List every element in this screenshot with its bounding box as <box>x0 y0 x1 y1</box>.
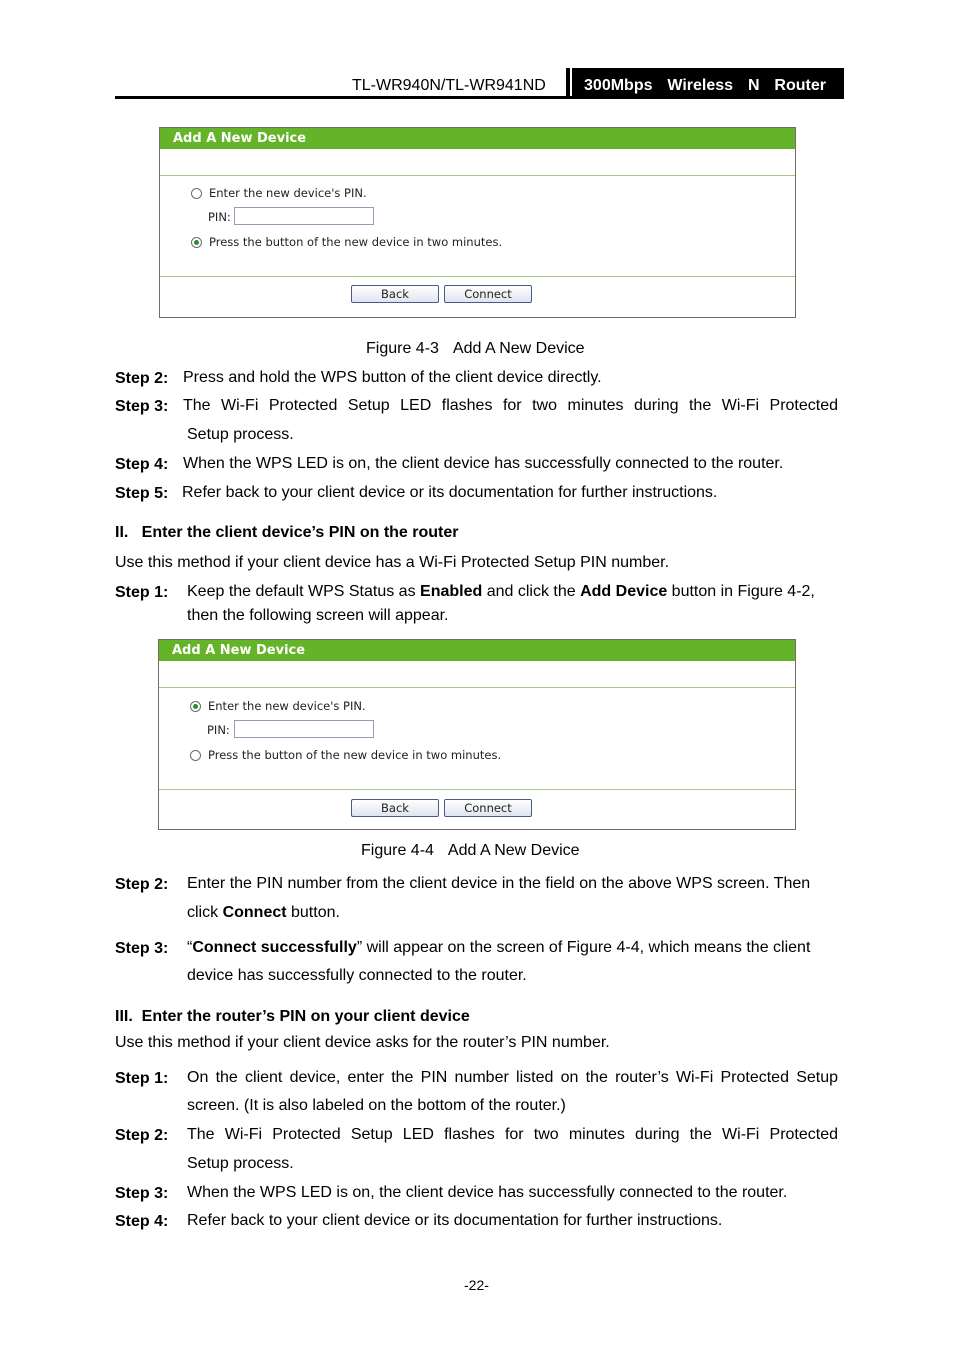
panel-divider <box>159 687 795 688</box>
step-text-part: “ <box>187 939 193 956</box>
step-text-part: button in Figure 4-2, <box>667 583 815 600</box>
step-text: then the following screen will appear. <box>187 607 449 624</box>
back-button[interactable]: Back <box>351 799 439 817</box>
step-label: Step 4: <box>115 456 169 473</box>
option-enter-pin[interactable] <box>191 186 367 200</box>
step-text-bold: Connect successfully <box>192 939 357 956</box>
step-text: On the client device, enter the PIN number listed on the router’s Wi-Fi Protected Setup <box>187 1069 838 1086</box>
back-button[interactable]: Back <box>351 285 439 303</box>
step-label: Step 3: <box>115 940 169 957</box>
header-model: TL-WR940N/TL-WR941ND <box>352 77 546 94</box>
step-label: Step 2: <box>115 876 169 893</box>
page-number: -22- <box>464 1277 489 1293</box>
radio-press-button[interactable] <box>190 750 201 761</box>
step-text-part: ” will appear on the screen of Figure 4-4, which means the client <box>356 939 811 956</box>
step-text: device has successfully connected to the router. <box>187 967 527 984</box>
step-text-bold: Add Device <box>580 583 668 600</box>
pin-input[interactable] <box>234 720 374 738</box>
header-rule <box>115 96 844 99</box>
panel-divider <box>159 789 795 790</box>
step-text: When the WPS LED is on, the client device has successfully connected to the router. <box>187 1184 788 1201</box>
step-text: Enter the PIN number from the client device in the field on the above WPS screen. Then <box>187 875 811 892</box>
step-text-part: click <box>187 904 223 921</box>
panel-title: Add A New Device <box>159 640 795 661</box>
header-product-box <box>566 68 844 99</box>
step-label: Step 3: <box>115 398 169 415</box>
step-label: Step 2: <box>115 370 169 387</box>
step-label: Step 5: <box>115 485 169 502</box>
section-heading: II. Enter the client device’s PIN on the router <box>115 524 459 541</box>
step-text: The Wi-Fi Protected Setup LED flashes for two minutes during the Wi-Fi Protected <box>187 1126 838 1143</box>
section-intro: Use this method if your client device has a Wi-Fi Protected Setup PIN number. <box>115 554 670 571</box>
step-text-part: button. <box>286 904 340 921</box>
step-label: Step 3: <box>115 1185 169 1202</box>
pin-input[interactable] <box>234 207 374 225</box>
caption-number: Figure 4-3 <box>366 340 439 357</box>
connect-button[interactable]: Connect <box>444 285 532 303</box>
option-press-button[interactable] <box>190 748 501 762</box>
step-text-part: and click the <box>482 583 581 600</box>
option-enter-pin-label: Enter the new device's PIN. <box>208 699 366 713</box>
section-heading: III. Enter the router’s PIN on your client device <box>115 1008 470 1025</box>
step-text <box>187 933 810 962</box>
step-text <box>187 898 340 927</box>
step-text: Press and hold the WPS button of the client device directly. <box>183 369 602 386</box>
panel-divider <box>160 175 795 176</box>
step-text: The Wi-Fi Protected Setup LED flashes for two minutes during the Wi-Fi Protected <box>183 397 838 414</box>
step-text: Setup process. <box>187 426 294 443</box>
option-enter-pin-label: Enter the new device's PIN. <box>209 186 367 200</box>
option-press-button[interactable] <box>191 235 502 249</box>
step-text-bold: Enabled <box>420 583 483 600</box>
radio-enter-pin[interactable] <box>191 188 202 199</box>
caption-text: Add A New Device <box>447 842 580 859</box>
step-text: Refer back to your client device or its documentation for further instructions. <box>187 1212 723 1229</box>
step-label: Step 2: <box>115 1127 169 1144</box>
caption-number: Figure 4-4 <box>361 842 434 859</box>
step-text: Refer back to your client device or its documentation for further instructions. <box>182 484 718 501</box>
caption-text: Add A New Device <box>452 340 585 357</box>
pin-label: PIN: <box>208 210 231 224</box>
add-device-panel-fig3 <box>159 127 796 318</box>
option-press-button-label: Press the button of the new device in two minutes. <box>209 235 503 249</box>
option-press-button-label: Press the button of the new device in two minutes. <box>208 748 502 762</box>
step-text: screen. (It is also labeled on the bottom of the router.) <box>187 1097 566 1114</box>
panel-divider <box>160 276 795 277</box>
pin-label: PIN: <box>207 723 230 737</box>
figure-caption-4-3 <box>366 340 585 358</box>
section-intro: Use this method if your client device asks for the router’s PIN number. <box>115 1034 610 1051</box>
step-label: Step 4: <box>115 1213 169 1230</box>
header-product: 300Mbps Wireless N Router <box>584 77 826 94</box>
figure-caption-4-4 <box>361 842 580 860</box>
option-enter-pin[interactable] <box>190 699 366 713</box>
step-text-bold: Connect <box>222 904 287 921</box>
step-label: Step 1: <box>115 584 169 601</box>
step-text: When the WPS LED is on, the client device has successfully connected to the router. <box>183 455 784 472</box>
connect-button[interactable]: Connect <box>444 799 532 817</box>
step-text: Setup process. <box>187 1155 294 1172</box>
radio-press-button[interactable] <box>191 237 202 248</box>
step-text-part: Keep the default WPS Status as <box>187 583 421 600</box>
step-label: Step 1: <box>115 1070 169 1087</box>
add-device-panel-fig4 <box>158 639 796 830</box>
panel-title: Add A New Device <box>160 128 795 149</box>
radio-enter-pin[interactable] <box>190 701 201 712</box>
